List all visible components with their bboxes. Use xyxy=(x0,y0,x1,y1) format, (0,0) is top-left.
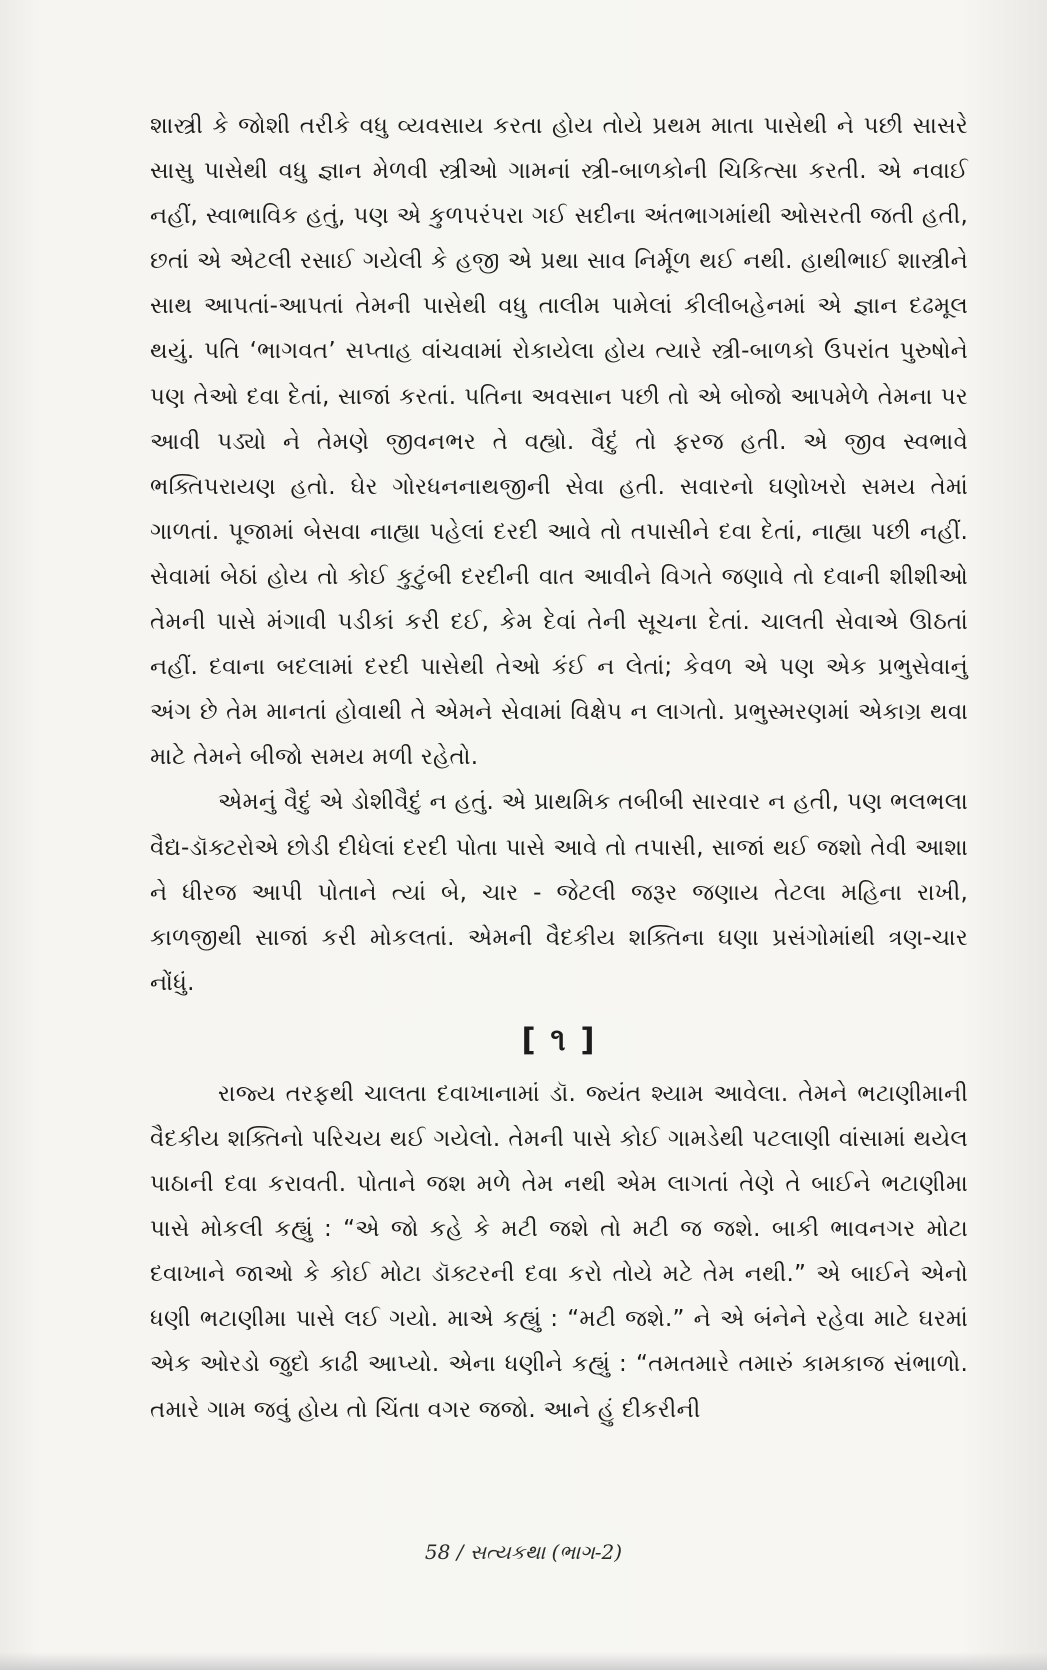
page-body xyxy=(150,104,968,1433)
paragraph-1: શાસ્ત્રી કે જોશી તરીકે વધુ વ્યવસાય કરતા હોય તોયે પ્રથમ માતા પાસેથી ને પછી સાસરે સાસુ પાસેથી વધુ જ્ઞાન મેળવી સ્ત્રીઓ ગામનાં સ્ત્રી-બાળકોની ચિકિત્સા કરતી. એ નવાઈ નહીં, સ્વાભાવિક હતું, પણ એ કુળપરંપરા ગઈ સદીના અંતભાગમાંથી ઓસરતી જતી હતી, છતાં એ એટલી રસાઈ ગયેલી કે હજી એ પ્રથા સાવ નિર્મૂળ થઈ નથી. હાથીભાઈ શાસ્ત્રીને સાથ આપતાં-આપતાં તેમની પાસેથી વધુ તાલીમ પામેલાં કીલીબહેનમાં એ જ્ઞાન દઢમૂલ થયું. પતિ ‘ભાગવત’ સપ્તાહ વાંચવામાં રોકાયેલા હોય ત્યારે સ્ત્રી-બાળકો ઉપરાંત પુરુષોને પણ તેઓ દવા દેતાં, સાજાં કરતાં. પતિના અવસાન પછી તો એ બોજો આપમેળે તેમના પર આવી પડ્યો ને તેમણે જીવનભર તે વહ્યો. વૈદું તો ફરજ હતી. એ જીવ સ્વભાવે ભક્તિપરાયણ હતો. ઘેર ગોરધનનાથજીની સેવા હતી. સવારનો ઘણોખરો સમય તેમાં ગાળતાં. પૂજામાં બેસવા નાહ્યા પહેલાં દરદી આવે તો તપાસીને દવા દેતાં, નાહ્યા પછી નહીં. સેવામાં બેઠાં હોય તો કોઈ કુટુંબી દરદીની વાત આવીને વિગતે જણાવે તો દવાની શીશીઓ તેમની પાસે મંગાવી પડીકાં કરી દઈ, કેમ દેવાં તેની સૂચના દેતાં. ચાલતી સેવાએ ઊઠતાં નહીં. દવાના બદલામાં દરદી પાસેથી તેઓ કંઈ ન લેતાં; કેવળ એ પણ એક પ્રભુસેવાનું અંગ છે તેમ માનતાં હોવાથી તે એમને સેવામાં વિક્ષેપ ન લાગતો. પ્રભુસ્મરણમાં એકાગ્ર થવા માટે તેમને બીજો સમય મળી રહેતો. xyxy=(150,113,968,771)
page-footer: 58 / સત્યકથા (ભાગ-2) xyxy=(424,1540,623,1564)
paragraph-3: રાજ્ય તરફથી ચાલતા દવાખાનામાં ડૉ. જ્યંત શ્યામ આવેલા. તેમને ભટાણીમાની વૈદકીય શક્તિનો પરિચય થઈ ગયેલો. તેમની પાસે કોઈ ગામડેથી પટલાણી વાંસામાં થયેલ પાઠાની દવા કરાવતી. પોતાને જશ મળે તેમ નથી એમ લાગતાં તેણે તે બાઈને ભટાણીમા પાસે મોકલી કહ્યું : “એ જો કહે કે મટી જશે તો મટી જ જશે. બાકી ભાવનગર મોટા દવાખાને જાઓ કે કોઈ મોટા ડૉક્ટરની દવા કરો તોયે મટે તેમ નથી.” એ બાઈને એનો ધણી ભટાણીમા પાસે લઈ ગયો. માએ કહ્યું : “મટી જશે.” ને એ બંનેને રહેવા માટે ઘરમાં એક ઓરડો જુદો કાઢી આપ્યો. એના ધણીને કહ્યું : “તમતમારે તમારું કામકાજ સંભાળો. તમારે ગામ જવું હોય તો ચિંતા વગર જજો. આને હું દીકરીની xyxy=(150,1080,968,1423)
paragraph-2: એમનું વૈદું એ ડોશીવૈદું ન હતું. એ પ્રાથમિક તબીબી સારવાર ન હતી, પણ ભલભલા વૈદ્ય-ડૉક્ટરોએ છોડી દીધેલાં દરદી પોતા પાસે આવે તો તપાસી, સાજાં થઈ જશો તેવી આશા ને ધીરજ આપી પોતાને ત્યાં બે, ચાર - જેટલી જરૂર જણાય તેટલા મહિના રાખી, કાળજીથી સાજાં કરી મોકલતાં. એમની વૈદકીય શક્તિના ઘણા પ્રસંગોમાંથી ત્રણ-ચાર નોંધું. xyxy=(150,789,968,996)
section-heading: [ ૧ ] xyxy=(521,1021,597,1058)
